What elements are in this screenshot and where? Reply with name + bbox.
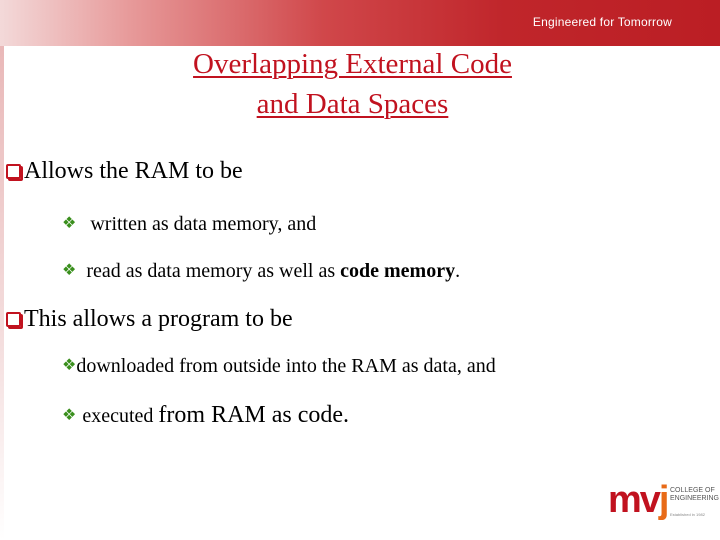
slide-title-line-1: Overlapping External Code <box>193 48 512 80</box>
bullet-2-sub-1-text: downloaded from outside into the RAM as data, and <box>76 355 496 377</box>
diamond-bullet-icon: ❖ <box>62 355 77 374</box>
bullet-1-sub-2-post: . <box>455 260 461 282</box>
bullet-2-text: This allows a program to be <box>24 306 293 332</box>
bullet-2-sub-1 <box>62 352 496 379</box>
mvj-logo <box>608 478 720 528</box>
bullet-1-sub-2 <box>62 257 460 284</box>
logo-line-3: Established in 1982 <box>670 512 705 517</box>
bullet-2-sub-2-text: executed <box>82 405 159 427</box>
logo-line-2: ENGINEERING <box>670 495 720 502</box>
square-bullet-icon <box>6 164 21 179</box>
bullet-2-sub-2 <box>62 402 349 429</box>
slide-title-line-2: and Data Spaces <box>256 88 449 120</box>
bullet-1-sub-1-text: written as data memory, and <box>90 213 317 235</box>
bullet-1-sub-1 <box>62 210 316 237</box>
diamond-bullet-icon: ❖ <box>62 405 77 424</box>
header-bar <box>0 0 720 46</box>
logo-line-1: COLLEGE OF <box>670 487 715 494</box>
tagline: Engineered for Tomorrow <box>532 15 672 29</box>
bullet-2 <box>6 304 293 334</box>
bullet-1 <box>6 156 243 186</box>
diamond-bullet-icon: ❖ <box>62 213 77 232</box>
bullet-1-sub-2-strong: code memory <box>340 260 456 282</box>
logo-mark <box>608 480 667 520</box>
logo-mark-j: j <box>658 479 668 521</box>
logo-text <box>670 487 720 503</box>
slide-title <box>0 44 705 124</box>
diamond-bullet-icon: ❖ <box>62 260 77 279</box>
bullet-1-sub-2-text: read as data memory as well as <box>86 260 341 282</box>
logo-mark-mv: mv <box>608 479 659 521</box>
bullet-2-sub-2-big: from RAM as code. <box>158 402 350 428</box>
square-bullet-icon <box>6 312 21 327</box>
bullet-1-text: Allows the RAM to be <box>24 158 243 184</box>
